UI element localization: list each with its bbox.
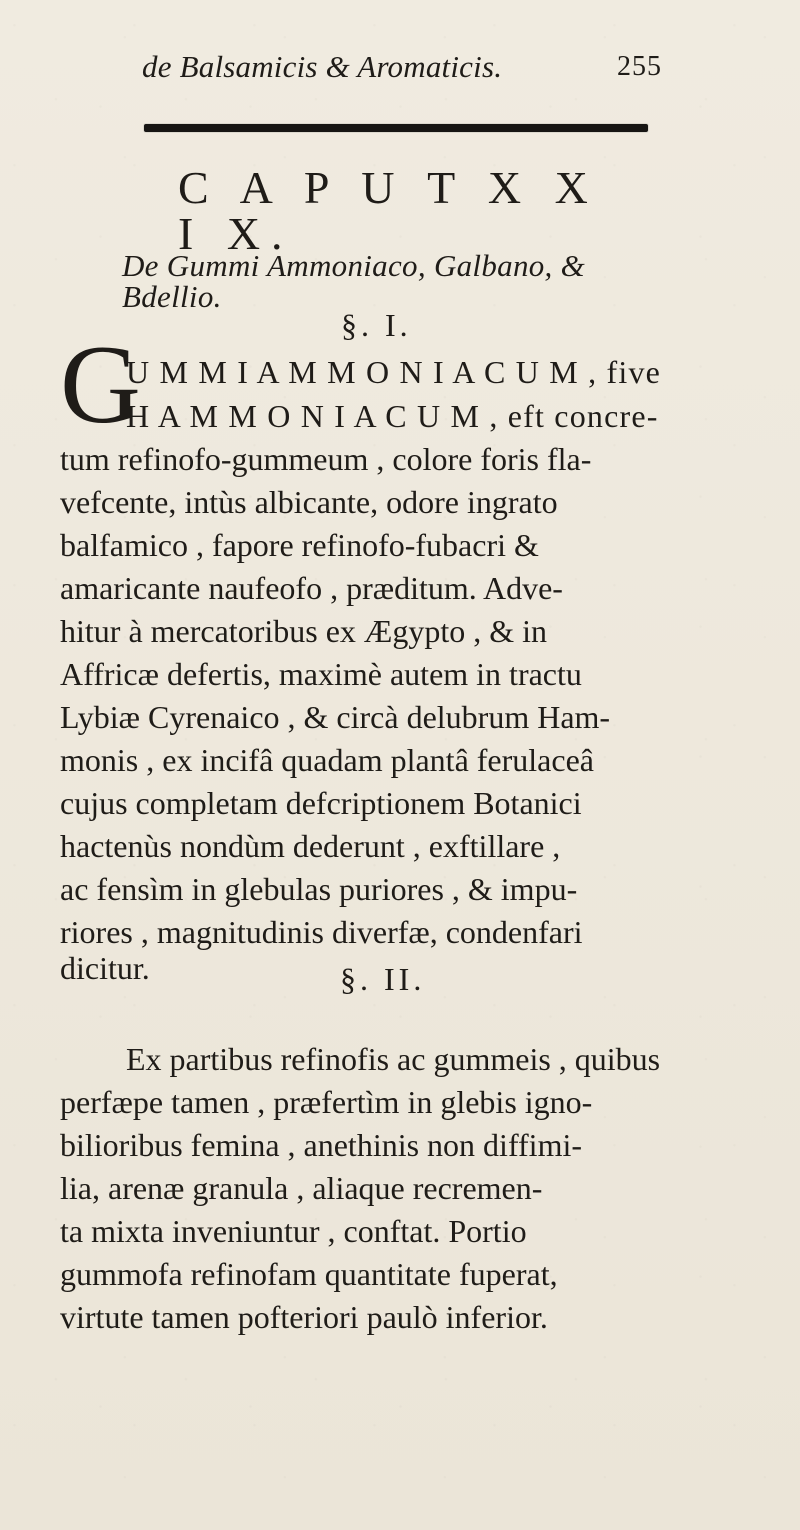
text-line: dicitur. bbox=[60, 950, 150, 986]
running-head bbox=[142, 48, 662, 86]
text-line: ta mixta inveniuntur , conftat. Portio bbox=[60, 1213, 527, 1249]
text-line: vefcente, intùs albicante, odore ingrato bbox=[60, 484, 558, 520]
page-number: 255 bbox=[617, 51, 662, 82]
text-line: virtute tamen pofteriori paulò inferior. bbox=[60, 1299, 548, 1335]
drop-cap: G bbox=[60, 323, 141, 447]
text-line: perfæpe tamen , præfertìm in glebis igno- bbox=[60, 1084, 593, 1120]
chapter-subtitle: De Gummi Ammoniaco, Galbano, & Bdellio. bbox=[122, 248, 586, 314]
text-line: U M M I A M M O N I A C U M , five bbox=[126, 354, 662, 390]
section-mark: §. I. bbox=[341, 307, 412, 343]
text-line: lia, arenæ granula , aliaque recremen- bbox=[60, 1170, 543, 1206]
text-line: cujus completam defcriptionem Botanici bbox=[60, 785, 582, 821]
running-title: de Balsamicis & Aromaticis. bbox=[142, 49, 503, 84]
text-line: amaricante naufeofo , præditum. Adve- bbox=[60, 570, 563, 606]
text-line: hitur à mercatoribus ex Ægypto , & in bbox=[60, 613, 548, 649]
section-mark: §. II. bbox=[340, 961, 426, 997]
text-line: balfamico , fapore refinofo-fubacri & bbox=[60, 527, 539, 563]
chapter-title: C A P U T X X I X. bbox=[178, 162, 599, 259]
text-line: Lybiæ Cyrenaico , & circà delubrum Ham- bbox=[60, 699, 611, 735]
text-line: ac fensìm in glebulas puriores , & impu- bbox=[60, 871, 578, 907]
text-line: hactenùs nondùm dederunt , exftillare , bbox=[60, 828, 561, 864]
text-line: bilioribus femina , anethinis non diffimi- bbox=[60, 1127, 582, 1163]
text-line: gummofa refinofam quantitate fuperat, bbox=[60, 1256, 558, 1292]
header-rule bbox=[144, 124, 648, 132]
text-line: tum refinofo-gummeum , colore foris fla- bbox=[60, 441, 592, 477]
text-line: Ex partibus refinofis ac gummeis , quibus bbox=[126, 1041, 661, 1077]
text-line: monis , ex incifâ quadam plantâ ferulaceâ bbox=[60, 742, 594, 778]
text-line: Affricæ defertis, maximè autem in tractu bbox=[60, 656, 582, 692]
text-line: H A M M O N I A C U M , eft concre- bbox=[126, 398, 659, 434]
text-line: riores , magnitudinis diverfæ, condenfari bbox=[60, 914, 583, 950]
